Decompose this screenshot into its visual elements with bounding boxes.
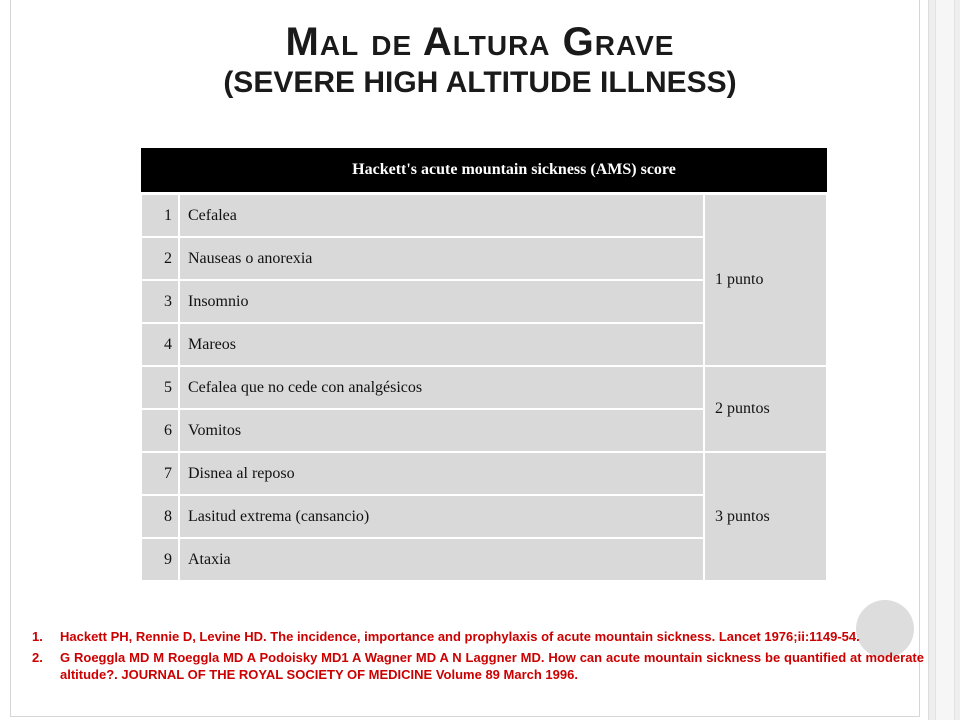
title-line-2: (SEVERE HIGH ALTITUDE ILLNESS) [223,66,737,99]
reference-number: 2. [32,650,43,665]
row-number: 5 [141,366,179,409]
reference-item [32,628,924,645]
reference-number: 1. [32,629,43,644]
slide-title [80,22,880,98]
row-number: 1 [141,194,179,238]
symptom-cell: Cefalea que no cede con analgésicos [179,366,704,409]
row-number: 3 [141,280,179,323]
symptom-cell: Lasitud extrema (cansancio) [179,495,704,538]
symptom-cell: Nauseas o anorexia [179,237,704,280]
row-number: 2 [141,237,179,280]
table-header-row [141,148,827,194]
table-row [141,366,827,409]
reference-text: G Roeggla MD M Roeggla MD A Podoisky MD1 A Wagner MD A N Laggner MD. How can acute mountain sickness be quantified at moderate altitude?. JOURNAL OF THE ROYAL SOCIETY OF MEDICINE Volume 89 March 1996. [60,650,924,682]
table-row [141,194,827,238]
row-number: 4 [141,323,179,366]
symptom-cell: Mareos [179,323,704,366]
score-cell: 3 puntos [704,452,827,581]
score-cell: 1 punto [704,194,827,367]
row-number: 6 [141,409,179,452]
title-line-1: Mal de Altura Grave [285,20,675,64]
symptom-cell: Disnea al reposo [179,452,704,495]
table-header: Hackett's acute mountain sickness (AMS) score [141,148,827,194]
score-cell: 2 puntos [704,366,827,452]
symptom-cell: Ataxia [179,538,704,581]
ams-score-table [140,148,828,582]
row-number: 8 [141,495,179,538]
reference-item [32,649,924,683]
row-number: 7 [141,452,179,495]
reference-text: Hackett PH, Rennie D, Levine HD. The incidence, importance and prophylaxis of acute mountain sickness. Lancet 1976;ii:1149-54. [60,629,860,644]
references-list [32,628,924,687]
symptom-cell: Cefalea [179,194,704,238]
symptom-cell: Insomnio [179,280,704,323]
row-number: 9 [141,538,179,581]
right-scroll-strip [928,0,960,720]
scroll-track [935,0,955,720]
symptom-cell: Vomitos [179,409,704,452]
table-row [141,452,827,495]
